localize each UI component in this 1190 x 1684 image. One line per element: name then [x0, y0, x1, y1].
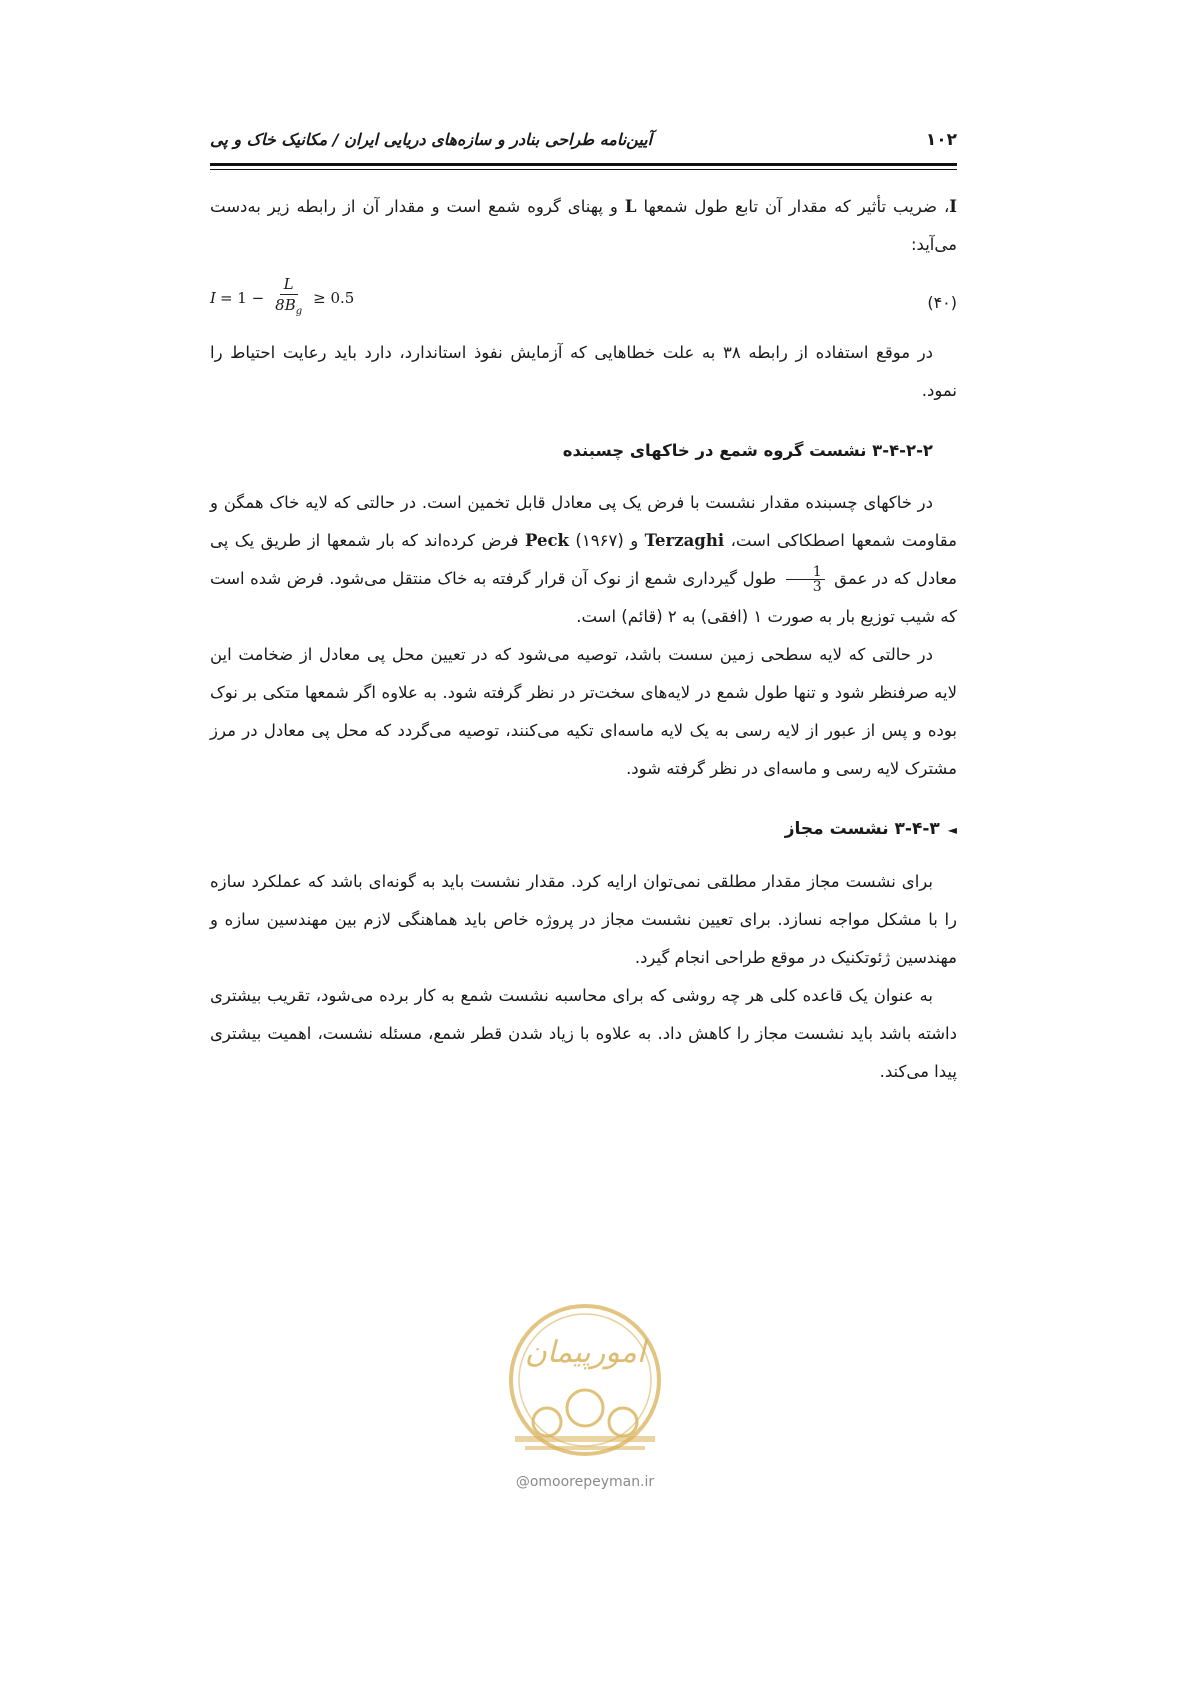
section-2-paragraph-2: به عنوان یک قاعده کلی هر چه روشی که برای محاسبه نشست شمع به کار برده می‌شود، تقریب بیشتری داشته باشد باید نشست مجاز را کاهش داد. به علاوه با زیاد شدن قطر شمع، مسئله نشست، اهمیت بیشتری پیدا می‌کند.: [210, 986, 957, 1081]
page-header: [210, 126, 957, 162]
equation-denominator: 8B: [275, 296, 296, 314]
header-rule-thin: [210, 169, 957, 170]
equation-row: [210, 268, 957, 328]
section-1-paragraph-2: در حالتی که لایه سطحی زمین سست باشد، توصیه می‌شود که در تعیین محل پی معادل از ضخامت این لایه صرفنظر شود و تنها طول شمع در لایه‌های سخت‌تر در نظر گرفته شود. به علاوه اگر شمعها متکی بر نوک بوده و پس از عبور از لایه رسی به یک لایه ماسه‌ای تکیه می‌کنند، توصیه می‌گردد که محل پی معادل در مرز مشترک لایه رسی و ماسه‌ای در نظر گرفته شود.: [210, 645, 957, 778]
page-content: [210, 188, 957, 1091]
equation-numerator: L: [280, 274, 298, 295]
equation-rhs: ≥ 0.5: [313, 289, 355, 307]
watermark: [455, 1300, 715, 1490]
page-number: ۱۰۲: [925, 130, 957, 150]
section-2-paragraph-1: برای نشست مجاز مقدار مطلقی نمی‌توان ارایه کرد. مقدار نشست باید به گونه‌ای باشد که عملکرد سازه را با مشکل مواجه نسازد. برای تعیین نشست مجاز در پروژه خاص باید هماهنگی لازم بین مهندسین سازه و مهندسین ژئوتکنیک در موقع طراحی انجام گیرد.: [210, 872, 957, 967]
inline-fraction-denominator: 3: [812, 579, 822, 595]
section-heading-cohesive: ۳-۴-۲-۲ نشست گروه شمع در خاکهای چسبنده: [562, 441, 933, 460]
s1p1-text-a: در خاکهای چسبنده مقدار نشست با فرض یک پی معادل قابل تخمین است. در حالتی که لایه خاک همگن و مقاومت شمعها اصطکاکی است،: [210, 493, 957, 550]
paragraph-after-equation: در موقع استفاده از رابطه ۳۸ به علت خطاهایی که آزمایش نفوذ استاندارد، دارد باید رعایت احتیاط را نمود.: [210, 343, 957, 400]
intro-text-b: و پهنای گروه شمع است و مقدار آن از رابطه زیر به‌دست می‌آید:: [210, 197, 957, 254]
section-1-paragraph-1: [210, 484, 957, 636]
book-title: آیین‌نامه طراحی بنادر و سازه‌های دریایی ایران / مکانیک خاک و پی: [210, 130, 653, 149]
header-rule-thick: [210, 163, 957, 166]
equation-denominator-wrap: [271, 295, 306, 322]
equation-fraction: [271, 274, 306, 322]
section-heading-allowable: [210, 810, 957, 849]
watermark-logo-text: امورپیمان: [524, 1335, 646, 1370]
name-peck: Peck: [525, 531, 569, 550]
symbol-i: I: [949, 197, 957, 216]
bullet-icon: ◄: [947, 823, 957, 837]
name-terzaghi: Terzaghi: [644, 531, 725, 550]
equation-eq: = 1 −: [219, 289, 265, 307]
equation-number: (۴۰): [927, 293, 957, 312]
watermark-logo-icon: [455, 1300, 715, 1470]
equation-subscript: g: [295, 306, 303, 317]
intro-text-a: ، ضریب تأثیر که مقدار آن تابع طول شمعها: [636, 197, 950, 216]
s1p1-text-c: طول گیرداری شمع از نوک آن قرار گرفته به خاک منتقل می‌شود. فرض شده است که شیب توزیع بار به صورت ۱ (افقی) به ۲ (قائم) است.: [210, 569, 957, 626]
watermark-url: @omoorepeyman.ir: [515, 1474, 655, 1490]
equation-lhs: I: [210, 289, 216, 307]
s1p1-text-b: (۱۹۶۷) فرض کرده‌اند که بار شمعها از طریق یک پی معادل که در عمق: [210, 531, 957, 588]
symbol-l: L: [624, 197, 637, 216]
intro-paragraph: [210, 188, 957, 264]
equation: [210, 274, 354, 322]
inline-fraction-numerator: 1: [786, 565, 825, 580]
s1p1-and: و: [623, 531, 645, 550]
inline-fraction: [786, 565, 825, 594]
section-2-title: ۳-۴-۳ نشست مجاز: [784, 819, 940, 839]
